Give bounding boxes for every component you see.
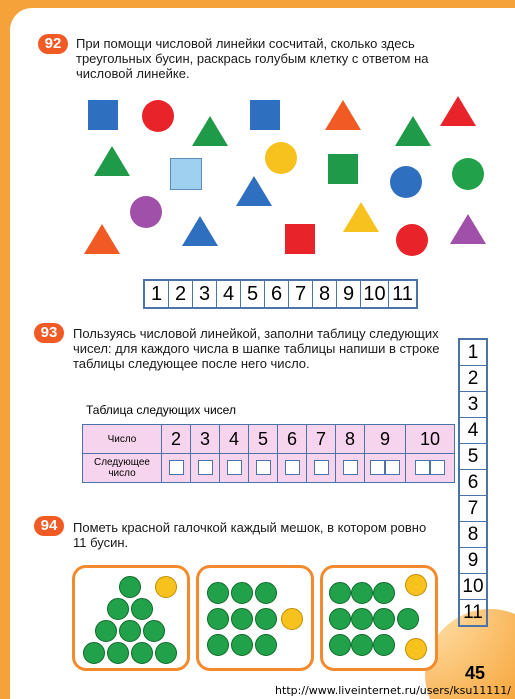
- watermark-url: http://www.liveinternet.ru/users/ksu11111/: [275, 684, 511, 697]
- answer-cell[interactable]: [191, 454, 220, 483]
- table-number: 2: [162, 425, 191, 454]
- next-number-table: [82, 424, 455, 483]
- row-label-number: Число: [83, 425, 162, 454]
- task-92-text: При помощи числовой линейки сосчитай, сколько здесь треугольных бусин, раскрась голубым клетку с ответом на числовой линейке.: [76, 36, 429, 81]
- green-bead: [373, 582, 395, 604]
- green-bead: [131, 598, 153, 620]
- task-92-badge: 92: [38, 34, 68, 54]
- green-bead: [119, 620, 141, 642]
- task-93-text: Пользуясь числовой линейкой, заполни таблицу следующих чисел: для каждого числа в шапке таблицы напиши в строке таблицы следующее после него число.: [73, 326, 440, 371]
- vruler-cell[interactable]: 7: [460, 496, 486, 522]
- answer-cell[interactable]: [336, 454, 365, 483]
- answer-cell[interactable]: [307, 454, 336, 483]
- green-bead: [207, 582, 229, 604]
- green-bead: [107, 642, 129, 664]
- table-number: 9: [365, 425, 406, 454]
- bead-bag-1[interactable]: [72, 565, 190, 671]
- green-bead: [255, 634, 277, 656]
- lightblue-square-shape[interactable]: [170, 158, 202, 190]
- purple-circle-shape[interactable]: [130, 196, 162, 228]
- ruler-cell[interactable]: 5: [241, 281, 265, 307]
- blue-triangle-shape[interactable]: [182, 216, 218, 246]
- table-number: 5: [249, 425, 278, 454]
- orange-triangle-shape[interactable]: [325, 100, 361, 130]
- green-triangle-shape[interactable]: [94, 146, 130, 176]
- yellow-triangle-shape[interactable]: [343, 202, 379, 232]
- table-number: 10: [406, 425, 455, 454]
- table-header-row: [83, 425, 455, 454]
- vruler-cell[interactable]: 11: [463, 602, 483, 623]
- green-bead: [95, 620, 117, 642]
- workbook-page: [10, 8, 515, 699]
- green-square-shape[interactable]: [328, 154, 358, 184]
- green-bead: [351, 634, 373, 656]
- green-bead: [351, 608, 373, 630]
- ruler-cell[interactable]: 2: [169, 281, 193, 307]
- vruler-cell[interactable]: 4: [460, 418, 486, 444]
- green-bead: [373, 608, 395, 630]
- green-circle-shape[interactable]: [452, 158, 484, 190]
- page-number: 45: [464, 663, 485, 683]
- table-number: 8: [336, 425, 365, 454]
- ruler-cell[interactable]: 9: [337, 281, 361, 307]
- table-number: 7: [307, 425, 336, 454]
- yellow-bead: [281, 608, 303, 630]
- ruler-cell[interactable]: 4: [217, 281, 241, 307]
- vruler-cell[interactable]: 1: [460, 340, 486, 366]
- vruler-cell[interactable]: 10: [460, 574, 486, 600]
- row-label-next: Следующее число: [83, 454, 162, 483]
- green-bead: [351, 582, 373, 604]
- answer-cell[interactable]: [278, 454, 307, 483]
- ruler-cell[interactable]: 6: [265, 281, 289, 307]
- green-bead: [255, 608, 277, 630]
- green-bead: [143, 620, 165, 642]
- green-bead: [107, 598, 129, 620]
- vruler-cell[interactable]: 8: [460, 522, 486, 548]
- orange-triangle-shape[interactable]: [84, 224, 120, 254]
- yellow-bead: [155, 576, 177, 598]
- bead-bag-2[interactable]: [196, 565, 314, 671]
- ruler-cell[interactable]: 10: [361, 281, 389, 307]
- vruler-cell[interactable]: 6: [460, 470, 486, 496]
- answer-cell[interactable]: [406, 454, 455, 483]
- shapes-area: [70, 90, 500, 265]
- ruler-cell[interactable]: 1: [145, 281, 169, 307]
- green-bead: [255, 582, 277, 604]
- green-bead: [231, 634, 253, 656]
- blue-square-shape[interactable]: [250, 100, 280, 130]
- ruler-cell[interactable]: 3: [193, 281, 217, 307]
- green-bead: [119, 576, 141, 598]
- table-number: 6: [278, 425, 307, 454]
- answer-cell[interactable]: [162, 454, 191, 483]
- red-circle-shape[interactable]: [142, 100, 174, 132]
- green-bead: [329, 608, 351, 630]
- green-triangle-shape[interactable]: [192, 116, 228, 146]
- task-94-badge: 94: [34, 516, 64, 536]
- answer-cell[interactable]: [220, 454, 249, 483]
- task-94-text: Пометь красной галочкой каждый мешок, в котором ровно 11 бусин.: [73, 520, 427, 550]
- table-answer-row: [83, 454, 455, 483]
- green-bead: [131, 642, 153, 664]
- ruler-cell[interactable]: 8: [313, 281, 337, 307]
- blue-circle-shape[interactable]: [390, 166, 422, 198]
- green-bead: [207, 634, 229, 656]
- green-triangle-shape[interactable]: [395, 116, 431, 146]
- yellow-bead: [405, 574, 427, 596]
- vruler-cell[interactable]: 3: [460, 392, 486, 418]
- vruler-cell[interactable]: 9: [460, 548, 486, 574]
- table-number: 4: [220, 425, 249, 454]
- red-circle-shape[interactable]: [396, 224, 428, 256]
- table-title: Таблица следующих чисел: [86, 403, 236, 417]
- yellow-circle-shape[interactable]: [265, 142, 297, 174]
- blue-triangle-shape[interactable]: [236, 176, 272, 206]
- ruler-cell[interactable]: 7: [289, 281, 313, 307]
- red-triangle-shape[interactable]: [440, 96, 476, 126]
- answer-cell[interactable]: [365, 454, 406, 483]
- green-bead: [373, 634, 395, 656]
- table-number: 3: [191, 425, 220, 454]
- green-bead: [207, 608, 229, 630]
- vruler-cell[interactable]: 5: [460, 444, 486, 470]
- blue-square-shape[interactable]: [88, 100, 118, 130]
- green-bead: [231, 608, 253, 630]
- red-square-shape[interactable]: [285, 224, 315, 254]
- number-ruler: [143, 279, 418, 309]
- vruler-cell[interactable]: 2: [460, 366, 486, 392]
- bead-bag-3[interactable]: [320, 565, 438, 671]
- task-93-badge: 93: [34, 323, 64, 343]
- green-bead: [329, 634, 351, 656]
- green-bead: [155, 642, 177, 664]
- vertical-number-ruler: [458, 338, 488, 627]
- yellow-bead: [405, 638, 427, 660]
- green-bead: [397, 608, 419, 630]
- green-bead: [329, 582, 351, 604]
- green-bead: [83, 642, 105, 664]
- green-bead: [231, 582, 253, 604]
- answer-cell[interactable]: [249, 454, 278, 483]
- ruler-cell[interactable]: 11: [392, 283, 413, 305]
- purple-triangle-shape[interactable]: [450, 214, 486, 244]
